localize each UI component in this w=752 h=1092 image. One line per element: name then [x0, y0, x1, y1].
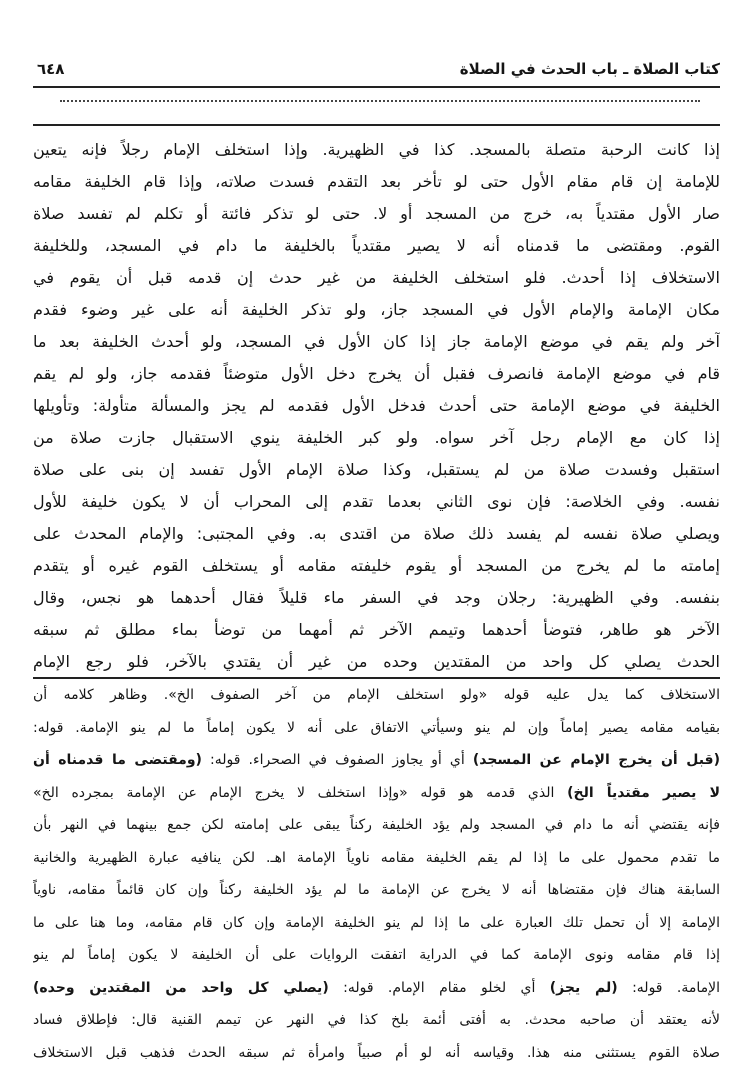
quoted-lemma: لا يصير مقتدياً الخ) [567, 784, 720, 801]
top-rule [33, 124, 720, 126]
footnote-line [33, 777, 720, 810]
footnote-line [33, 1037, 720, 1070]
main-text-line: صار الأول مقتدياً به، خرج من المسجد أو لا. حتى لو تذكر فائتة أو تكلم لم تفسد صلاة [33, 204, 720, 223]
main-text-line: استقبل وفسدت صلاة من لم يستقبل، وكذا صلاة الإمام الأول تفسد إن بنى على صلاة [33, 460, 720, 479]
footnote-line [33, 679, 720, 712]
footnote-line [33, 842, 720, 875]
main-text-line: مكان الإمامة والإمام الأول في المسجد جاز، ولو تذكر الخليفة أنه على غير وضوء فقدم [33, 300, 720, 319]
footnote-segment: السابقة هناك فإن مقتضاها أنه لا يخرج عن الإمامة ما لم يؤد الخليفة ركناً وإن كان قائماً مقامه، ناوياً [33, 882, 720, 898]
quoted-lemma: (قبل أن يخرج الإمام عن المسجد) [472, 752, 720, 768]
footnote-segment: فإنه يقتضي أنه ما دام في المسجد ولم يؤد الخليفة ركناً يبقى على إمامته لكن جمع بينهما في النهر بأن [33, 817, 720, 833]
footnote-segment: لأنه يعتقد أن صاحبه محدث. به أفتى أئمة بلخ كذا في النهر عن تيمم القنية قال: فإطلاق فساد [33, 1012, 720, 1028]
main-text-line: قام في موضع الإمامة فانصرف فقبل أن يخرج دخل الأول متوضئاً فقدمه جاز، ولو لم يقم [33, 364, 720, 383]
dotted-separator [60, 100, 700, 102]
footnote-segment: الإمامة إلا أن تحمل تلك العبارة على ما إذا لم ينو الخليفة الإمامة وإن كان قام مقامه، وما هنا على ما [33, 914, 720, 931]
main-text-line: الحدث يصلي كل واحد من المقتدين وحده من غير أن يقتدي بالآخر، فلو رجع الإمام [33, 652, 720, 671]
footnote-segment: الاستخلاف كما يدل عليه قوله «ولو استخلف الإمام من آخر الصفوف الخ». وظاهر كلامه أن [33, 687, 720, 703]
footnote-line [33, 972, 720, 1005]
footnote-line [33, 874, 720, 907]
footnote-text [33, 679, 720, 1069]
header-title: كتاب الصلاة ـ باب الحدث في الصلاة [459, 60, 720, 78]
footnote-segment: ما تقدم محمول على ما إذا لم يقم الخليفة مقامه ناوياً الإمامة اهـ. لكن ينافيه عبارة الظهيرية والخانية [33, 849, 720, 866]
main-text-line: نفسه. وفي الخلاصة: فإن نوى الثاني بعدما تقدم إلى المحراب أن لا يكون خليفة للأول [33, 492, 720, 511]
footnote-line [33, 744, 720, 777]
main-text-line: آخر ولم يقم في موضع الإمامة جاز إذا كان الأول في المسجد، ولو أحدث الخليفة بعد ما [33, 332, 720, 351]
footnote-segment: صلاة القوم يستثنى منه هذا. وقياسه أنه لو أم صبياً وامرأة ثم سبقه الحدث فذهب قبل الاستخلاف [33, 1044, 720, 1061]
main-text-line: الخليفة في موضع الإمامة حتى أحدث فدخل الأول فقدمه لم يجز والمسألة متأولة: وتأويلها [33, 396, 720, 415]
footnote-line [33, 939, 720, 972]
footnote-line [33, 1004, 720, 1037]
running-header [33, 58, 720, 88]
footnote-line [33, 712, 720, 745]
main-text-line: الاستخلاف إذا أحدث. فلو استخلف الخليفة من غير حدث إن قدمه قبل أن يقوم في [33, 268, 720, 287]
main-text-line: إذا كان مع الإمام رجل آخر سواه. ولو كبر الخليفة ينوي الاستقبال جازت صلاة من [33, 428, 720, 447]
footnote-segment: بقيامه مقامه يصير إماماً وإن لم ينو وسيأتي الاتفاق على أنه لا يكون إماماً ما لم ينو الإمامة. قوله: [33, 719, 720, 736]
main-text-line: ويصلي صلاة نفسه لم يفسد ذلك صلاة من اقتدى به. وفي المجتبى: والإمام المحدث على [33, 524, 720, 543]
quoted-lemma: (يصلي كل واحد من المقتدين وحده) [33, 979, 329, 996]
footnote-segment: إذا قام مقامه ونوى الإمامة كما في الدراية اتفقت الروايات على أن الخليفة لا يكون إماماً لم ينو [33, 947, 720, 963]
main-text-line: القوم. ومقتضى ما قدمناه أنه لا يصير مقتدياً بالخليفة ما دام في المسجد، وللخليفة [33, 236, 720, 255]
footnote-line [33, 809, 720, 842]
footnote-segment: أي لخلو مقام الإمام. قوله: [328, 979, 550, 996]
footnote-segment: الإمامة. قوله: [617, 979, 720, 996]
main-text-line: إمامته ما لم يخرج من المسجد أو يقوم خليفته مقامه أو يستخلف القوم غيره أو يتقدم [33, 556, 720, 575]
quoted-lemma: (ومقتضى ما قدمناه أن [33, 752, 202, 768]
main-text-line: إذا كانت الرحبة متصلة بالمسجد. كذا في الظهيرية. وإذا استخلف الإمام رجلاً فإنه يتعين [33, 140, 720, 159]
main-text-line: الآخر هو طاهر، فتوضأ أحدهما وتيمم الآخر ثم أمهما من توضأ بماء مطلق ثم سبقه [33, 620, 720, 639]
main-text-line: بنفسه. وفي الظهيرية: رجلان وجد في السفر ماء قليلاً فقال أحدهما هو نجس، وقال [33, 588, 720, 607]
main-text-line: للإمامة إن قام مقام الأول حتى لو تأخر بعد التقدم فسدت صلاته، وإذا قام الخليفة مقامه [33, 172, 720, 191]
quoted-lemma: (لم يجز) [549, 979, 618, 996]
footnote-line [33, 907, 720, 940]
main-text [33, 134, 720, 678]
page-number: ٦٤٨ [37, 60, 65, 78]
footnote-segment: الذي قدمه هو قوله «وإذا استخلف لا يخرج الإمام عن الإمامة بمجرده الخ» [33, 784, 568, 801]
footnote-segment: أي أو يجاوز الصفوف في الصحراء. قوله: [201, 752, 473, 768]
